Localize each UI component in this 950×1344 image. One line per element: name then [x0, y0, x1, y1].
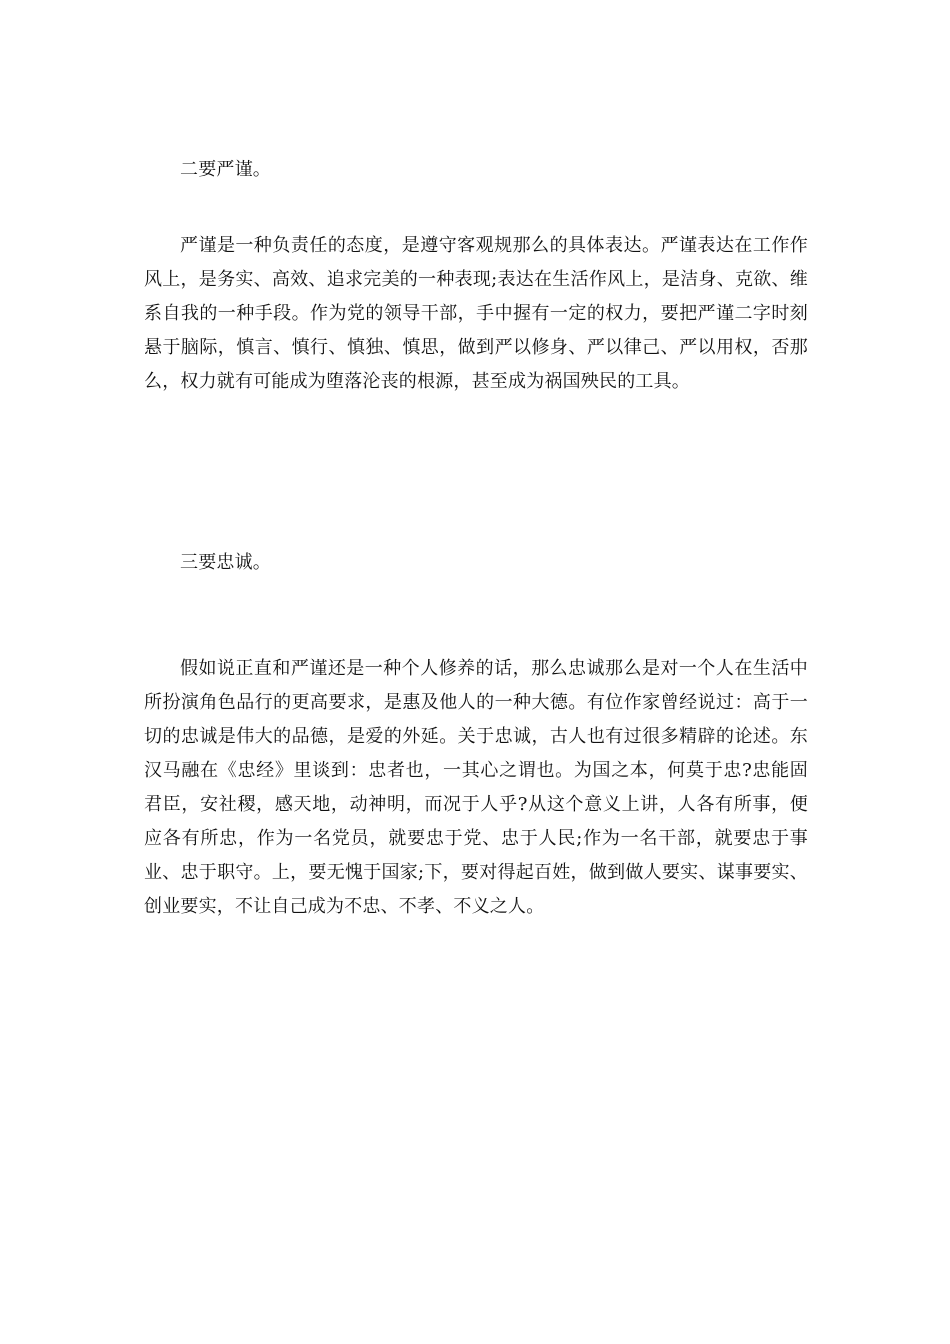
- paragraph-loyalty: 假如说正直和严谨还是一种个人修养的话，那么忠诚那么是对一个人在生活中所扮演角色品行的更高要求，是惠及他人的一种大德。有位作家曾经说过：高于一切的忠诚是伟大的品德，是爱的外延。关于忠诚，古人也有过很多精辟的论述。东汉马融在《忠经》里谈到：忠者也，一其心之谓也。为国之本，何莫于忠?忠能固君臣，安社稷，感天地，动神明，而况于人乎?从这个意义上讲，人各有所事，便应各有所忠，作为一名党员，就要忠于党、忠于人民;作为一名干部，就要忠于事业、忠于职守。上，要无愧于国家;下，要对得起百姓，做到做人要实、谋事要实、创业要实，不让自己成为不忠、不孝、不义之人。: [144, 658, 808, 917]
- section-heading-rigor: 二要严谨。: [180, 159, 271, 180]
- paragraph-rigor: 严谨是一种负责任的态度，是遵守客观规那么的具体表达。严谨表达在工作作风上，是务实、高效、追求完美的一种表现;表达在生活作风上，是洁身、克欲、维系自我的一种手段。作为党的领导干部，手中握有一定的权力，要把严谨二字时刻悬于脑际，慎言、慎行、慎独、慎思，做到严以修身、严以律己、严以用权，否那么，权力就有可能成为堕落沦丧的根源，甚至成为祸国殃民的工具。: [144, 235, 808, 392]
- section-heading-loyalty: 三要忠诚。: [180, 552, 271, 573]
